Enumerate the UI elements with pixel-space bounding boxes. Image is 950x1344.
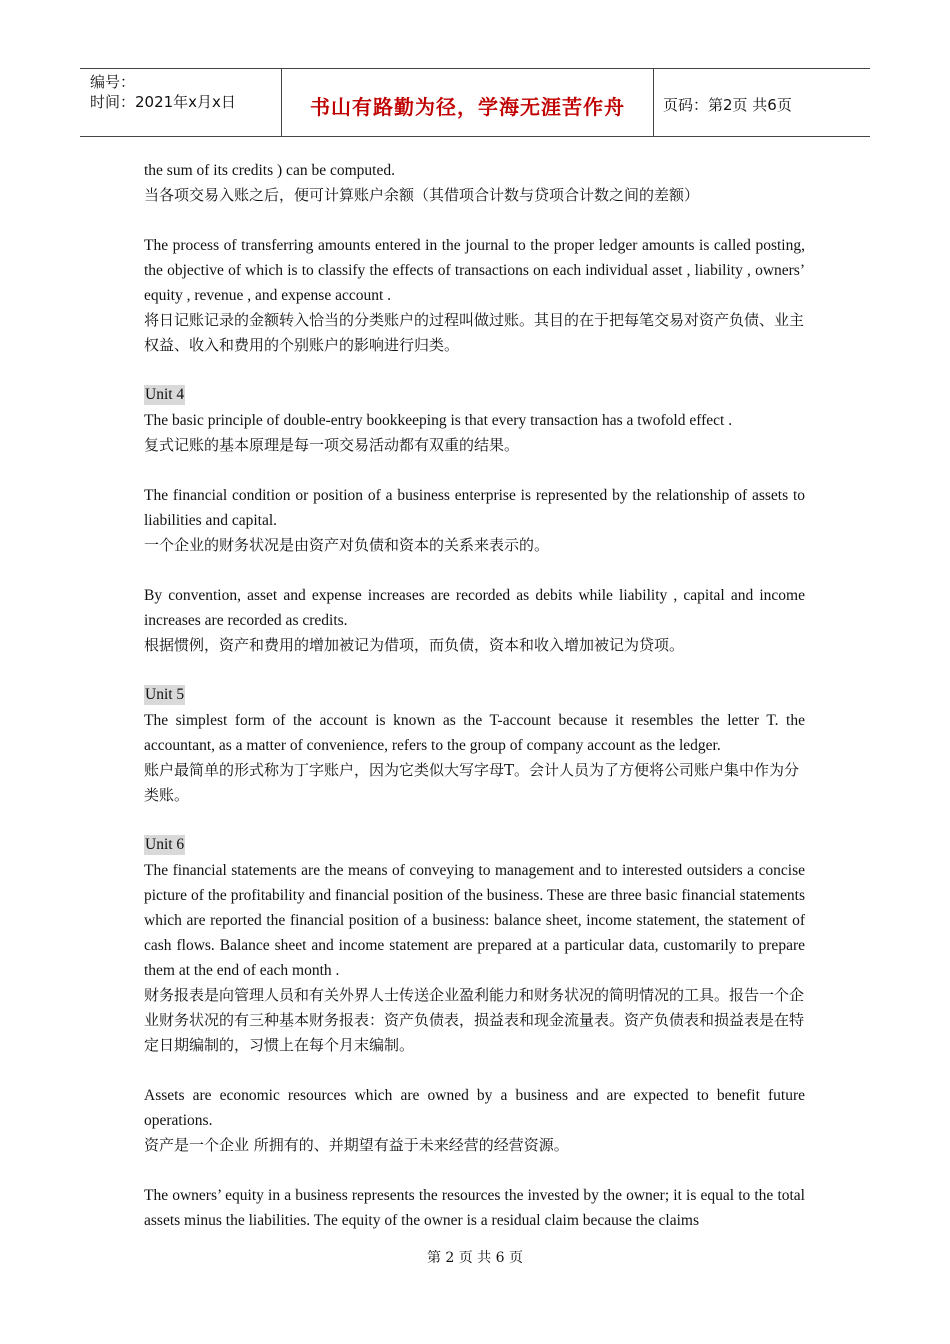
english-text: The process of transferring amounts entered in the journal to the proper ledger amounts is called posting, the objective of which is to classify the effects of transactions on each individual asset , liability , owners’ equity , revenue , and expense account . [144,237,805,304]
chinese-text: 根据惯例，资产和费用的增加被记为借项，而负债，资本和收入增加被记为贷项。 [144,636,685,654]
english-text: The owners’ equity in a business represents the resources the invested by the owner; it is equal to the total assets minus the liabilities. The equity of the owner is a residual claim because the claims [144,1187,805,1229]
english-text: The simplest form of the account is known as the T-account because it resembles the letter T. the accountant, as a matter of convenience, refers to the group of company account as the ledger. [144,712,805,754]
time-label: 时间：2021年x月x日 [90,93,236,111]
document-body [144,158,805,1258]
chinese-text: 资产是一个企业 所拥有的、并期望有益于未来经营的经营资源。 [144,1136,569,1154]
paragraph [144,233,805,358]
page-header [80,68,870,137]
chinese-text: 一个企业的财务状况是由资产对负债和资本的关系来表示的。 [144,536,550,554]
page-code: 页码：第2页 共6页 [663,96,792,114]
header-meta [80,69,281,136]
english-text: Assets are economic resources which are owned by a business and are expected to benefit future operations. [144,1087,805,1129]
page-footer: 第 2 页 共 6 页 [426,1250,524,1266]
paragraph [144,1083,805,1158]
english-text: The basic principle of double-entry bookkeeping is that every transaction has a twofold effect . [144,412,733,429]
unit-heading: Unit 5 [145,686,185,703]
paragraph [144,1183,805,1233]
unit-heading: Unit 6 [145,836,185,853]
english-text: By convention, asset and expense increases are recorded as debits while liability , capital and income increases are recorded as credits. [144,587,805,629]
paragraph [144,158,805,208]
motto: 书山有路勤为径，学海无涯苦作舟 [310,95,625,119]
english-text: The financial condition or position of a business enterprise is represented by the relationship of assets to liabilities and capital. [144,487,805,529]
chinese-text: 账户最简单的形式称为丁字账户，因为它类似大写字母T。会计人员为了方便将公司账户集中作为分类账。 [144,761,800,804]
paragraph [144,583,805,658]
english-text: The financial statements are the means of conveying to management and to interested outsiders a concise picture of the profitability and financial position of the business. These are three basic financial statements which are reported the financial position of a business: balance sheet, income statement, the statement of cash flows. Balance sheet and income statement are prepared at a particular data, customarily to prepare them at the end of each month . [144,862,805,979]
header-motto-cell [281,69,654,136]
paragraph [144,483,805,558]
paragraph [144,683,805,808]
chinese-text: 当各项交易入账之后，便可计算账户余额（其借项合计数与贷项合计数之间的差额） [144,186,700,204]
unit-heading: Unit 4 [145,386,185,403]
chinese-text: 复式记账的基本原理是每一项交易活动都有双重的结果。 [144,436,520,454]
english-text: the sum of its credits ) can be computed. [144,162,395,179]
chinese-text: 财务报表是向管理人员和有关外界人士传送企业盈利能力和财务状况的简明情况的工具。报告一个企业财务状况的有三种基本财务报表：资产负债表，损益表和现金流量表。资产负债表和损益表是在特定日期编制的，习惯上在每个月末编制。 [144,986,805,1054]
header-page-cell [654,69,870,136]
chinese-text: 将日记账记录的金额转入恰当的分类账户的过程叫做过账。其目的在于把每笔交易对资产负债、业主权益、收入和费用的个别账户的影响进行归类。 [144,311,805,354]
number-label: 编号： [90,73,136,91]
paragraph [144,833,805,1058]
paragraph [144,383,805,458]
